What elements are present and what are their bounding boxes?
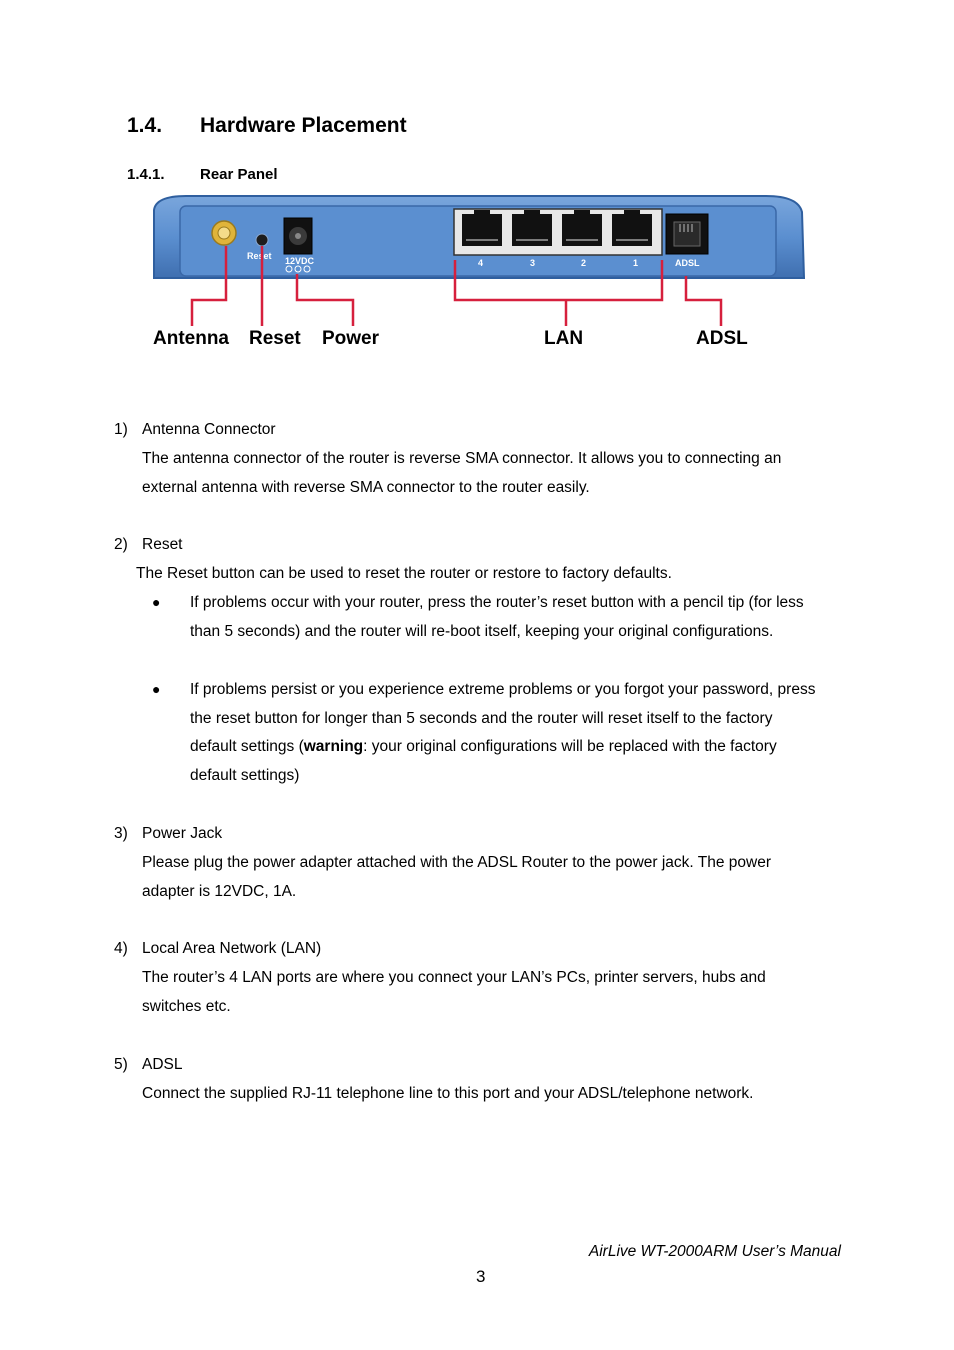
lan-port-number: 1 xyxy=(633,258,639,268)
subsection-title: Rear Panel xyxy=(200,166,278,183)
paragraph-line: The antenna connector of the router is reverse SMA connector. It allows you to connecting an xyxy=(142,450,782,467)
item-number: 4) xyxy=(114,940,128,957)
device-reset-label: Reset xyxy=(247,251,272,261)
item-number: 2) xyxy=(114,536,128,553)
subsection-number: 1.4.1. xyxy=(127,166,165,183)
paragraph-line: Connect the supplied RJ-11 telephone line to this port and your ADSL/telephone network. xyxy=(142,1085,754,1102)
callout-power: Power xyxy=(322,328,380,349)
paragraph-line: The router’s 4 LAN ports are where you connect your LAN’s PCs, printer servers, hubs and xyxy=(142,969,766,986)
lan-port-icon xyxy=(612,210,652,246)
callout-lan: LAN xyxy=(544,328,584,349)
item-title: Power Jack xyxy=(142,825,223,842)
bullet-icon: ● xyxy=(152,594,161,610)
adsl-port-icon xyxy=(666,214,708,254)
reset-button-icon xyxy=(256,234,268,246)
callout-antenna: Antenna xyxy=(153,328,229,349)
text-run: : your original configurations will be replaced with the factory xyxy=(363,738,777,755)
section-number: 1.4. xyxy=(127,114,163,137)
section-title: Hardware Placement xyxy=(200,114,407,137)
bullet-line: than 5 seconds) and the router will re-boot itself, keeping your original configurations. xyxy=(190,623,774,640)
item-number: 1) xyxy=(114,421,128,438)
lan-port-icon xyxy=(562,210,602,246)
paragraph-line: switches etc. xyxy=(142,998,231,1015)
item-title: Reset xyxy=(142,536,183,553)
device-adsl-label: ADSL xyxy=(675,258,700,268)
text-run: default settings ( xyxy=(190,738,304,755)
footer-manual-title: AirLive WT-2000ARM User’s Manual xyxy=(588,1243,841,1260)
item-number: 3) xyxy=(114,825,128,842)
item-title: ADSL xyxy=(142,1056,183,1073)
callout-adsl: ADSL xyxy=(696,328,748,349)
paragraph-line: external antenna with reverse SMA connector to the router easily. xyxy=(142,479,590,496)
antenna-connector-icon xyxy=(212,221,236,245)
rear-panel-figure xyxy=(146,190,810,356)
lan-port-icon xyxy=(512,210,552,246)
paragraph-line: The Reset button can be used to reset the router or restore to factory defaults. xyxy=(136,565,672,582)
paragraph-line: Please plug the power adapter attached with the ADSL Router to the power jack. The power xyxy=(142,854,771,871)
device-power-label: 12VDC xyxy=(285,256,315,266)
power-jack-icon xyxy=(284,218,312,254)
callout-reset: Reset xyxy=(249,328,301,349)
lan-port-icon xyxy=(462,210,502,246)
warning-label: warning xyxy=(303,738,364,755)
bullet-line: the reset button for longer than 5 seconds and the router will reset itself to the factory xyxy=(190,710,773,727)
lan-port-number: 2 xyxy=(581,258,587,268)
bullet-line: default settings) xyxy=(190,767,300,784)
bullet-icon: ● xyxy=(152,681,161,697)
item-title: Antenna Connector xyxy=(142,421,276,438)
bullet-line xyxy=(190,732,777,761)
bullet-line: If problems occur with your router, press the router’s reset button with a pencil tip (for less xyxy=(190,594,804,611)
item-number: 5) xyxy=(114,1056,128,1073)
lan-port-number: 3 xyxy=(530,258,536,268)
lan-port-number: 4 xyxy=(478,258,484,268)
item-title: Local Area Network (LAN) xyxy=(142,940,322,957)
paragraph-line: adapter is 12VDC, 1A. xyxy=(142,883,297,900)
bullet-line: If problems persist or you experience extreme problems or you forgot your password, press xyxy=(190,681,816,698)
page-number: 3 xyxy=(476,1267,486,1286)
